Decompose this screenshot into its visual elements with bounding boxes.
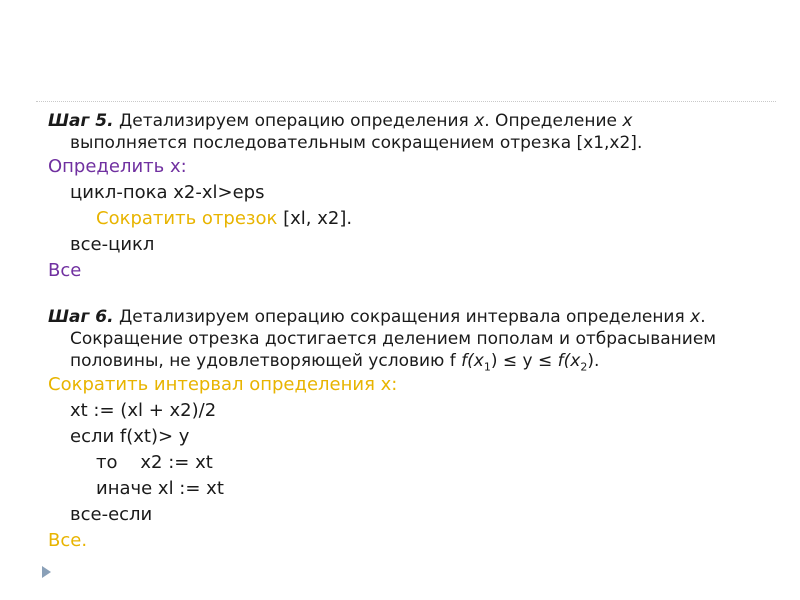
top-divider <box>36 101 776 102</box>
x2-close: ). <box>587 351 600 371</box>
algo1-header: Определить x: <box>48 156 187 177</box>
step6-line3-text: половины, не удовлетворяющей условию f <box>70 351 462 371</box>
step5-text: Детализируем операцию определения <box>113 111 475 131</box>
step5-tail: . Определение <box>484 111 623 131</box>
step6-tail: . <box>700 307 706 327</box>
algo1-inner-args: [xl, x2]. <box>277 208 353 229</box>
algo2-end: Все. <box>48 530 88 551</box>
step5-label: Шаг 5. <box>48 111 114 131</box>
leq: ≤ y ≤ <box>497 351 558 371</box>
algo2-then: то x2 := xt <box>96 452 213 473</box>
x2-sub: 2 <box>580 360 588 374</box>
step6-line2: Сокращение отрезка достигается делением пополам и отбрасыванием <box>70 329 717 349</box>
algo1-end: Все <box>48 260 82 281</box>
step6-var: x <box>690 307 701 327</box>
step6-label: Шаг 6. <box>48 307 114 327</box>
algo2-header: Сократить интервал определения x: <box>48 374 398 395</box>
play-arrow-icon[interactable] <box>42 566 51 578</box>
x1-open: (x <box>467 351 484 371</box>
algo2-cond: если f(xt)> y <box>70 426 190 447</box>
algo1-inner-call: Сократить отрезок <box>96 208 278 229</box>
algo1-inner <box>48 206 778 232</box>
algo2-assign: xt := (xl + x2)/2 <box>70 400 217 421</box>
step6-line1 <box>48 306 778 328</box>
x1-sub: 1 <box>483 360 491 374</box>
algo1-endloop: все-цикл <box>70 234 155 255</box>
step5-line2: выполняется последовательным сокращением отрезка [x1,x2]. <box>70 133 643 153</box>
algo2-else: иначе xl := xt <box>96 478 224 499</box>
step6-line3 <box>48 350 778 372</box>
step5-line1 <box>48 110 778 132</box>
step5-var: x <box>474 111 485 131</box>
slide-content <box>48 110 778 554</box>
algo2-endif: все-если <box>70 504 153 525</box>
x2-open: (x <box>563 351 581 371</box>
f2: f <box>557 351 564 371</box>
spacer <box>48 284 778 306</box>
algo1-loop: цикл-пока x2-xl>eps <box>70 182 265 203</box>
step5-var2: x <box>622 111 633 131</box>
f1: f <box>461 351 468 371</box>
step6-text: Детализируем операцию сокращения интервала определения <box>113 307 691 327</box>
x1-close: ) <box>490 351 498 371</box>
